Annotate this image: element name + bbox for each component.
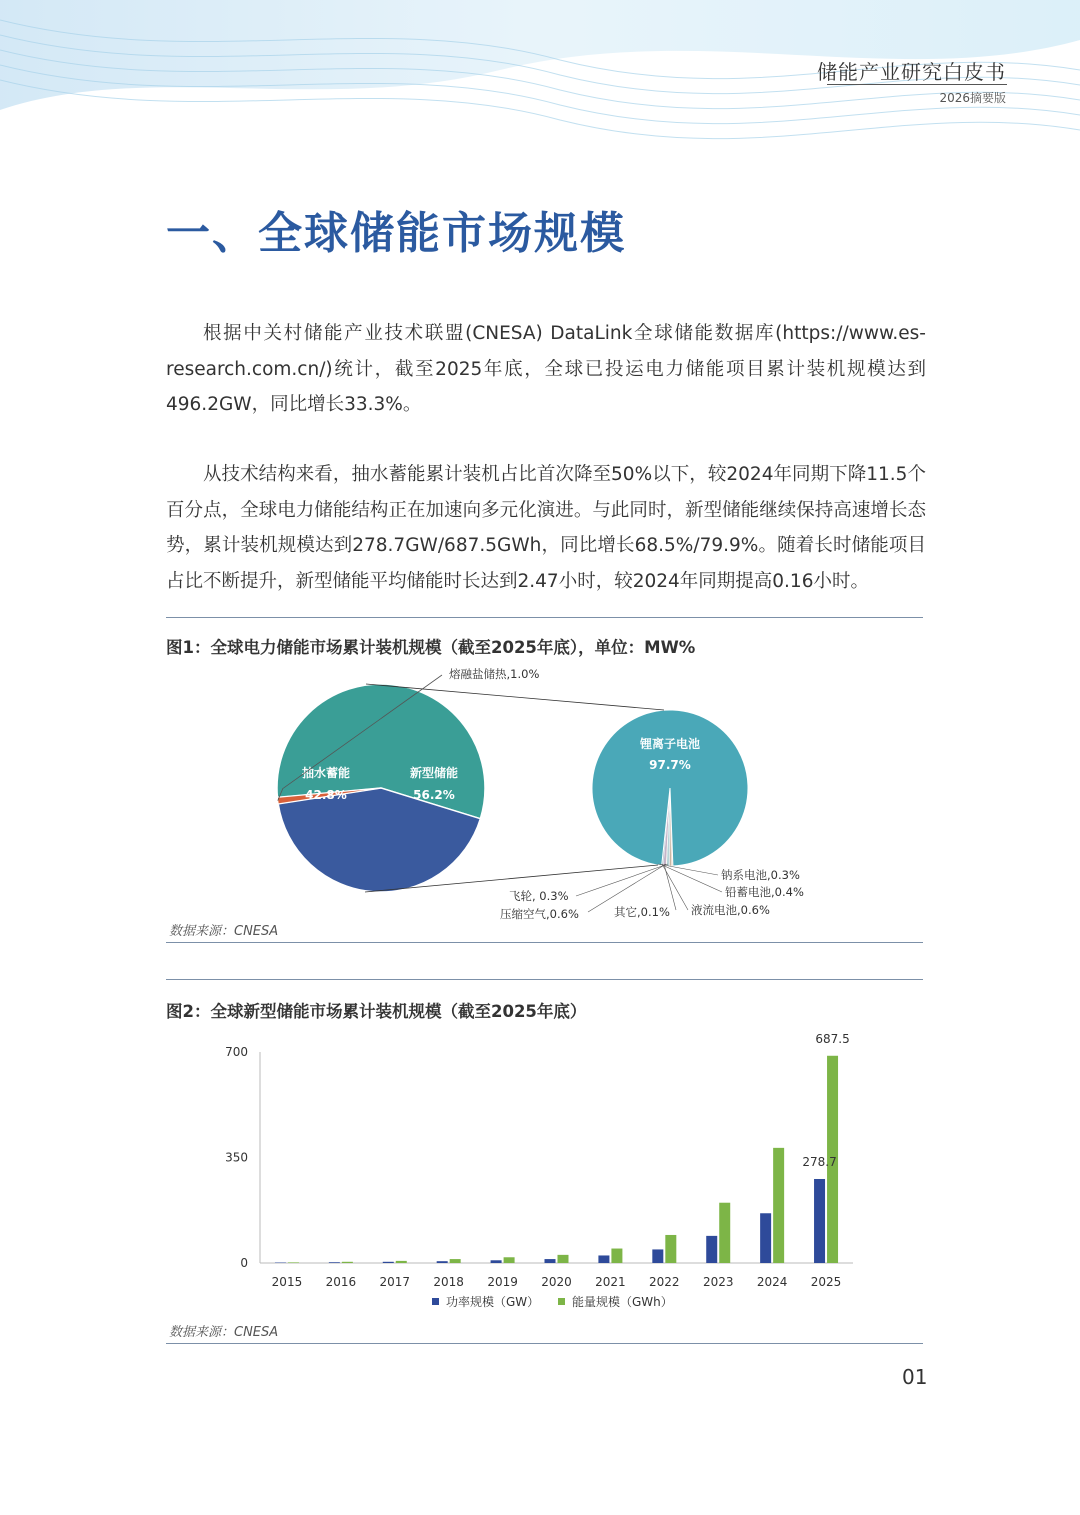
bar-energy-2021 <box>611 1249 622 1263</box>
bar-power-2024 <box>760 1213 771 1263</box>
pie2-label-sodium: 钠系电池,0.3% <box>721 868 800 882</box>
figure2-chart <box>166 1025 923 1320</box>
figure1-top-rule <box>166 617 923 618</box>
figure2-top-rule <box>166 979 923 980</box>
bar-power-2022 <box>652 1249 663 1263</box>
x-tick-2019: 2019 <box>487 1275 518 1289</box>
figure1-title: 图1：全球电力储能市场累计装机规模（截至2025年底），单位：MW% <box>166 638 696 657</box>
y-tick-700: 700 <box>225 1045 248 1059</box>
bar-energy-2016 <box>342 1262 353 1263</box>
pie-label-pumped-hydro-name: 抽水蓄能 <box>301 766 351 780</box>
bar-energy-2018 <box>450 1259 461 1263</box>
x-tick-2018: 2018 <box>433 1275 464 1289</box>
bar-power-2018 <box>437 1261 448 1263</box>
page-number: 01 <box>902 1365 928 1389</box>
pie-label-new-storage-name: 新型储能 <box>409 766 459 780</box>
bar-energy-2015 <box>288 1262 299 1263</box>
bar-energy-2022 <box>665 1235 676 1263</box>
pie2-label-compressed-air: 压缩空气,0.6% <box>500 907 579 921</box>
y-tick-0: 0 <box>240 1256 248 1270</box>
pie2-label-lithium-value: 97.7% <box>649 758 691 772</box>
document-title: 储能产业研究白皮书 <box>817 60 1006 84</box>
pie2-label-flywheel: 飞轮, 0.3% <box>509 889 569 903</box>
figure1-chart <box>166 660 923 940</box>
x-tick-2025: 2025 <box>810 1275 842 1289</box>
paragraph-2: 从技术结构来看，抽水蓄能累计装机占比首次降至50%以下，较2024年同期下降11.5个百分点，全球电力储能结构正在加速向多元化演进。与此同时，新型储能继续保持高速增长态势，累计装机规模达到278.7GW/687.5GWh，同比增长68.5%/79.9%。随着长时储能项目占比不断提升，新型储能平均储能时长达到2.47小时，较2024年同期提高0.16小时。 <box>166 464 926 592</box>
pie2-label-other-leader <box>664 864 676 910</box>
y-tick-350: 350 <box>225 1150 248 1165</box>
pie2-label-other: 其它,0.1% <box>614 905 670 919</box>
header-divider <box>827 84 1007 85</box>
x-tick-2024: 2024 <box>756 1275 788 1289</box>
legend-label-power: 功率规模（GW） <box>446 1295 540 1309</box>
x-tick-2020: 2020 <box>541 1275 572 1289</box>
legend-swatch-power <box>432 1298 439 1305</box>
bar-power-2016 <box>329 1262 340 1263</box>
x-tick-2023: 2023 <box>702 1275 734 1289</box>
bar-power-2025 <box>814 1179 825 1263</box>
bar-power-2023 <box>706 1236 717 1263</box>
legend-label-energy: 能量规模（GWh） <box>572 1295 673 1309</box>
bar-power-2021 <box>598 1255 609 1263</box>
pie2-label-flow: 液流电池,0.6% <box>691 903 770 917</box>
bar-energy-2017 <box>396 1261 407 1263</box>
bar-power-2017 <box>383 1262 394 1263</box>
x-tick-2017: 2017 <box>379 1275 411 1289</box>
section-title: 一、全球储能市场规模 <box>166 208 626 259</box>
pie2-label-lithium-name: 锂离子电池 <box>639 737 701 751</box>
bar-power-2020 <box>545 1259 556 1263</box>
figure2-bottom-rule <box>166 1343 923 1344</box>
bar-energy-2019 <box>504 1257 515 1263</box>
data-label-energy-2025: 687.5 <box>815 1031 850 1046</box>
pie2-label-lead-acid: 铅蓄电池,0.4% <box>725 885 804 899</box>
x-tick-2015: 2015 <box>271 1275 303 1289</box>
pie-label-pumped-hydro-value: 42.8% <box>305 788 347 802</box>
legend-swatch-energy <box>558 1298 565 1305</box>
data-label-power-2025: 278.7 <box>802 1154 837 1169</box>
figure1-bottom-rule <box>166 942 923 943</box>
figure2-source: 数据来源：CNESA <box>169 1325 279 1340</box>
bar-power-2019 <box>491 1260 502 1263</box>
pie-label-new-storage-value: 56.2% <box>413 788 455 802</box>
pie2-label-lead-acid-leader <box>660 864 722 892</box>
x-tick-2022: 2022 <box>649 1275 680 1289</box>
x-tick-2016: 2016 <box>325 1275 357 1289</box>
bar-energy-2020 <box>558 1255 569 1263</box>
pie-label-molten-salt: 熔融盐储热,1.0% <box>449 667 540 681</box>
x-tick-2021: 2021 <box>595 1275 626 1289</box>
edition-label: 2026摘要版 <box>939 91 1006 105</box>
bar-energy-2023 <box>719 1203 730 1263</box>
figure2-title: 图2：全球新型储能市场累计装机规模（截至2025年底） <box>166 1002 587 1021</box>
figure1-source: 数据来源：CNESA <box>169 924 279 939</box>
bar-energy-2024 <box>773 1148 784 1263</box>
paragraph-1: 根据中关村储能产业技术联盟(CNESA) DataLink全球储能数据库(https://www.es-research.com.cn/)统计，截至2025年底，全球已投运电力储能项目累计装机规模达到496.2GW，同比增长33.3%。 <box>166 323 926 415</box>
